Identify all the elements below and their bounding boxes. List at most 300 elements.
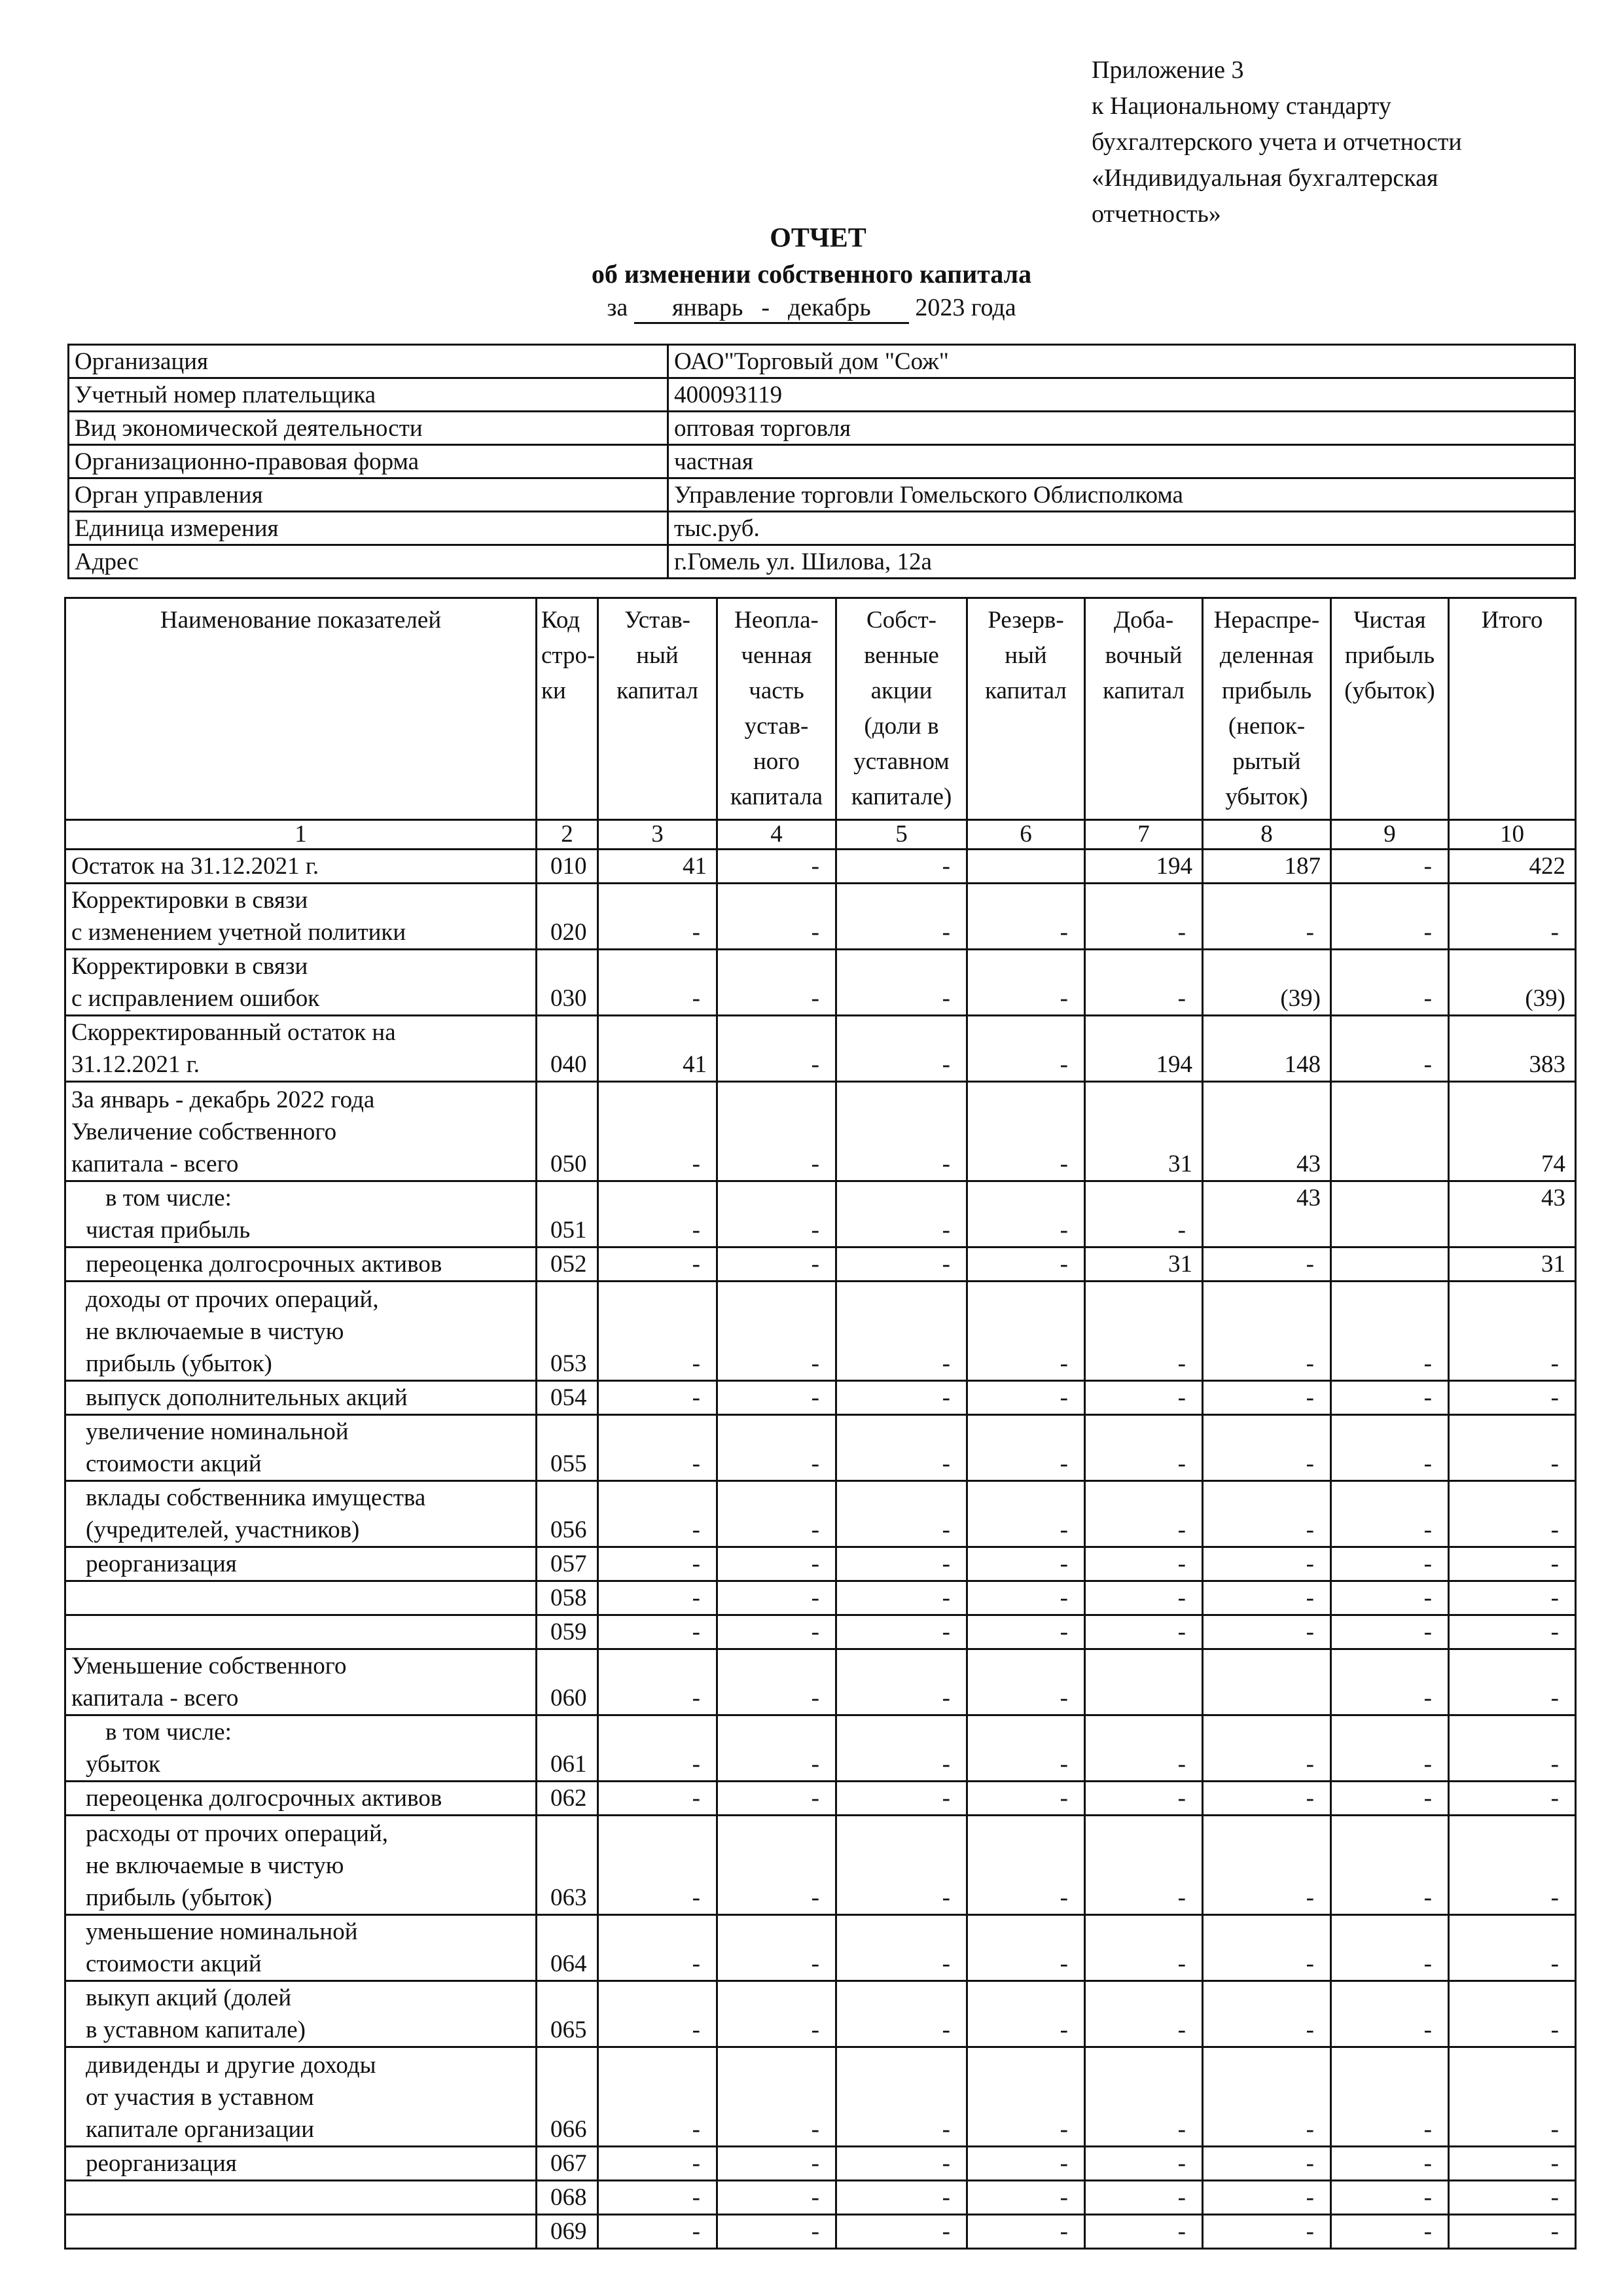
row-value: - [1203,1481,1331,1547]
row-code: 050 [537,1082,598,1181]
table-row [65,1415,1576,1481]
row-value: - [717,1816,836,1915]
row-value: - [967,2147,1085,2181]
row-value: - [967,1247,1085,1282]
column-index: 10 [1449,820,1576,850]
row-value: - [836,1247,967,1282]
row-code: 030 [537,950,598,1016]
row-value: - [1331,2215,1449,2249]
column-header [598,598,717,820]
column-header-line: Код [541,607,580,634]
table-row [65,1715,1576,1782]
row-value: - [1085,1915,1203,1981]
row-value: (39) [1203,950,1331,1016]
row-value: - [1085,2181,1203,2215]
row-code: 062 [537,1782,598,1816]
row-code: 063 [537,1816,598,1915]
row-value: - [967,1816,1085,1915]
annex-line: к Национальному стандарту [1092,92,1391,120]
row-name-line: капитала - всего [71,1685,239,1712]
row-name-line: реорганизация [86,2150,237,2177]
row-value: - [717,1915,836,1981]
column-header-line: устав- [744,713,809,740]
row-value: - [598,1816,717,1915]
column-header-line: капитал [616,677,698,704]
row-name-line: переоценка долгосрочных активов [86,1785,442,1812]
annex-note [1092,52,1462,232]
column-header-line: акции [870,677,933,704]
row-value: 422 [1449,850,1576,884]
row-value: - [717,1547,836,1581]
row-value: - [836,950,967,1016]
info-label: Адрес [69,545,668,579]
row-value [1203,1649,1331,1715]
row-value: - [967,1282,1085,1381]
row-name-line: Уменьшение собственного [71,1653,347,1679]
row-value: - [1449,1915,1576,1981]
row-name-line: Корректировки в связи [71,887,308,914]
table-row [65,1282,1576,1381]
table-row [65,950,1576,1016]
row-value: - [598,1181,717,1247]
info-label: Учетный номер плательщика [69,378,668,412]
row-value: - [836,2215,967,2249]
row-value: - [1085,1615,1203,1649]
row-value: - [1331,1816,1449,1915]
column-header-line: Устав- [624,607,690,634]
row-value: - [717,2215,836,2249]
row-value: - [598,1282,717,1381]
period-year: 2023 года [915,294,1016,321]
row-value: - [598,1481,717,1547]
row-value: - [1449,1581,1576,1615]
row-code: 064 [537,1915,598,1981]
column-index: 2 [537,820,598,850]
period-prefix: за [607,294,628,321]
period-sep: - [761,294,770,321]
table-row [65,1181,1576,1247]
row-name-line: с изменением учетной политики [71,919,406,946]
info-label: Организационно-правовая форма [69,445,668,478]
info-row [69,345,1575,378]
row-value: - [1331,1381,1449,1415]
column-header-line: Наименование показателей [160,607,442,634]
row-value: 31 [1085,1082,1203,1181]
row-value: - [1449,1481,1576,1547]
row-name-line: переоценка долгосрочных активов [86,1251,442,1278]
table-row [65,1581,1576,1615]
column-index: 6 [967,820,1085,850]
row-value: 43 [1203,1082,1331,1181]
table-row [65,2047,1576,2147]
row-name [65,2181,537,2215]
row-value: - [1203,884,1331,950]
info-row [69,512,1575,545]
row-value: - [717,1016,836,1082]
table-row [65,1082,1576,1181]
column-index: 4 [717,820,836,850]
row-name [65,1615,537,1649]
row-value: - [1331,1016,1449,1082]
row-name [65,1082,537,1181]
info-label: Единица измерения [69,512,668,545]
row-value: - [1203,1415,1331,1481]
row-code: 055 [537,1415,598,1481]
row-name [65,1282,537,1381]
column-header [537,598,598,820]
table-row [65,884,1576,950]
column-header [967,598,1085,820]
row-value: - [717,1381,836,1415]
row-code: 069 [537,2215,598,2249]
row-name-line: убыток [86,1751,160,1778]
table-row [65,1915,1576,1981]
column-header-line: (непок- [1228,713,1306,740]
row-name-line: 31.12.2021 г. [71,1051,200,1078]
row-value: - [1085,2147,1203,2181]
row-value: - [598,2215,717,2249]
table-row [65,1016,1576,1082]
row-name [65,1481,537,1547]
row-value: 148 [1203,1016,1331,1082]
row-value: - [836,1016,967,1082]
row-value: - [967,950,1085,1016]
row-value: - [1449,884,1576,950]
column-header-line: капитале) [851,783,952,810]
row-value: - [1331,1547,1449,1581]
row-value: - [1085,1782,1203,1816]
column-header-line: рытый [1232,748,1301,775]
row-value: - [717,1615,836,1649]
info-value: частная [668,445,1575,478]
row-name [65,1915,537,1981]
column-header-line: Нераспре- [1213,607,1320,634]
info-row [69,478,1575,512]
column-header-line: Итого [1481,607,1543,634]
row-value: (39) [1449,950,1576,1016]
period-range [634,293,909,324]
info-label: Вид экономической деятельности [69,412,668,445]
row-code: 051 [537,1181,598,1247]
info-row [69,378,1575,412]
row-value: - [1449,1649,1576,1715]
row-value: - [1203,2215,1331,2249]
row-value: - [1085,1581,1203,1615]
period-to: декабрь [788,294,871,321]
row-name [65,1649,537,1715]
equity-changes-table [64,597,1577,2250]
row-value: - [1449,1547,1576,1581]
table-row [65,1649,1576,1715]
column-header-line: деленная [1219,642,1314,669]
row-code: 067 [537,2147,598,2181]
row-name-line: от участия в уставном [86,2084,314,2111]
row-value: 194 [1085,1016,1203,1082]
row-name-line: прибыль (убыток) [86,1350,272,1377]
column-header-line: прибыль [1221,677,1312,704]
row-name-line: с исправлением ошибок [71,985,320,1012]
row-value: - [1449,2147,1576,2181]
row-value: - [836,2181,967,2215]
row-value: - [598,2147,717,2181]
row-value: - [1085,884,1203,950]
row-name [65,1981,537,2047]
row-name-line: дивиденды и другие доходы [86,2052,376,2079]
table-row [65,1247,1576,1282]
row-name [65,1581,537,1615]
row-name-line: стоимости акций [86,1450,262,1477]
row-value [1331,1247,1449,1282]
row-value: - [598,1581,717,1615]
column-header-line: уставном [853,748,950,775]
row-name [65,1247,537,1282]
row-value: - [967,1547,1085,1581]
column-index: 5 [836,820,967,850]
report-subtitle: об изменении собственного капитала [591,259,1032,289]
column-index: 9 [1331,820,1449,850]
column-header [717,598,836,820]
row-value: 74 [1449,1082,1576,1181]
row-value: - [1331,2047,1449,2147]
row-value: - [598,1082,717,1181]
row-name-line: расходы от прочих операций, [86,1820,389,1847]
row-value: - [1085,1481,1203,1547]
column-header [1085,598,1203,820]
row-value: - [1203,1381,1331,1415]
column-header-line: убыток) [1225,783,1308,810]
info-row [69,545,1575,579]
table-row [65,2147,1576,2181]
annex-line: бухгалтерского учета и отчетности [1092,128,1462,156]
row-value: - [598,1715,717,1782]
row-name [65,850,537,884]
row-value: - [1449,2215,1576,2249]
row-value: - [598,1915,717,1981]
column-header-line: часть [749,677,804,704]
row-value: - [1449,1381,1576,1415]
table-row [65,1981,1576,2047]
row-name-line: в том числе: [105,1185,232,1211]
report-period [0,293,1623,324]
row-value: - [717,1282,836,1381]
column-header-line: капитал [1103,677,1185,704]
row-value: - [598,950,717,1016]
table-row [65,1381,1576,1415]
row-value: - [598,1782,717,1816]
row-value: - [1331,2147,1449,2181]
row-code: 059 [537,1615,598,1649]
row-value: 31 [1085,1247,1203,1282]
row-value: 43 [1203,1181,1331,1247]
row-value: - [1331,884,1449,950]
row-value: - [598,1981,717,2047]
row-value: - [1449,1715,1576,1782]
row-name [65,884,537,950]
row-name [65,1547,537,1581]
row-value: - [717,1481,836,1547]
row-value: 194 [1085,850,1203,884]
row-value: - [1203,1981,1331,2047]
row-value: - [1203,2047,1331,2147]
row-value: - [967,1016,1085,1082]
row-value: - [967,1981,1085,2047]
row-value: - [1085,1981,1203,2047]
row-value: - [598,2181,717,2215]
column-header-line: капитал [985,677,1067,704]
column-header-line: ного [753,748,800,775]
period-from: январь [671,294,743,321]
row-value: - [967,1415,1085,1481]
row-value: - [836,1981,967,2047]
annex-line: отчетность» [1092,200,1221,228]
column-header-line: (доли в [864,713,939,740]
row-code: 040 [537,1016,598,1082]
row-name [65,1181,537,1247]
row-code: 068 [537,2181,598,2215]
row-name [65,1715,537,1782]
row-value: - [1203,1782,1331,1816]
row-value: - [967,1715,1085,1782]
annex-line: «Индивидуальная бухгалтерская [1092,164,1438,192]
row-name-line: увеличение номинальной [86,1418,349,1445]
info-value: 400093119 [668,378,1575,412]
row-value: - [1449,2047,1576,2147]
row-value: - [1331,1782,1449,1816]
row-value: - [1449,1282,1576,1381]
row-value [967,850,1085,884]
row-value: - [598,884,717,950]
column-header-line: ный [1005,642,1047,669]
row-value: - [1331,1581,1449,1615]
row-value: - [598,1547,717,1581]
row-value: - [1203,2147,1331,2181]
row-value: - [1203,1615,1331,1649]
row-value: - [1203,1247,1331,1282]
row-value: - [717,1247,836,1282]
row-name-line: Корректировки в связи [71,953,308,980]
row-name-line: не включаемые в чистую [86,1318,344,1345]
row-name [65,1415,537,1481]
row-value: - [1331,1282,1449,1381]
table-row [65,1481,1576,1547]
column-header-line: вочный [1105,642,1183,669]
row-value: 43 [1449,1181,1576,1247]
row-value: - [1331,1415,1449,1481]
table-row [65,1782,1576,1816]
row-name-line: стоимости акций [86,1950,262,1977]
row-value: - [598,1381,717,1415]
row-code: 061 [537,1715,598,1782]
row-value: - [1085,950,1203,1016]
info-row [69,412,1575,445]
row-value: - [836,850,967,884]
row-value: - [836,1547,967,1581]
column-index: 7 [1085,820,1203,850]
row-value: - [967,2047,1085,2147]
row-value: - [717,1715,836,1782]
row-value: - [598,1415,717,1481]
row-name [65,1782,537,1816]
row-value: - [1331,1915,1449,1981]
row-value: - [836,1282,967,1381]
row-name-line: вклады собственника имущества [86,1484,426,1511]
row-value: - [717,1981,836,2047]
column-header [836,598,967,820]
row-value: - [836,884,967,950]
row-value: - [967,1481,1085,1547]
row-value: - [1085,2215,1203,2249]
row-value: - [836,1915,967,1981]
row-code: 010 [537,850,598,884]
row-name-line: доходы от прочих операций, [86,1286,379,1313]
row-code: 060 [537,1649,598,1715]
row-value: - [1203,1581,1331,1615]
row-value: - [967,2181,1085,2215]
row-value: - [967,1915,1085,1981]
row-value: - [1331,1649,1449,1715]
row-value: - [1203,1547,1331,1581]
row-value: - [1331,1981,1449,2047]
column-header-line: Резерв- [988,607,1064,634]
row-value: - [717,1415,836,1481]
row-value: - [1449,1981,1576,2047]
row-value: - [1085,2047,1203,2147]
column-header-line: Неопла- [734,607,819,634]
row-code: 054 [537,1381,598,1415]
row-value: - [717,2181,836,2215]
row-code: 053 [537,1282,598,1381]
row-value: - [1449,1415,1576,1481]
row-value: - [836,1615,967,1649]
row-value: - [1085,1415,1203,1481]
row-value: - [1203,1282,1331,1381]
info-label: Организация [69,345,668,378]
row-value: - [1085,1816,1203,1915]
row-value: - [1449,2181,1576,2215]
row-value: - [1085,1547,1203,1581]
row-value: - [1331,1615,1449,1649]
row-value: - [1449,1782,1576,1816]
column-index-row [65,820,1576,850]
table-row [65,2181,1576,2215]
row-value: - [836,1782,967,1816]
row-value: - [1085,1381,1203,1415]
row-value: - [717,884,836,950]
row-value: - [1449,1615,1576,1649]
row-value: - [1085,1715,1203,1782]
row-name-line: выпуск дополнительных акций [86,1384,408,1411]
column-header-line: капитала [730,783,823,810]
row-name-line: чистая прибыль [86,1217,251,1244]
row-value: - [836,1581,967,1615]
row-value: - [967,2215,1085,2249]
table-row [65,1547,1576,1581]
row-value: - [1085,1181,1203,1247]
row-value: - [717,1782,836,1816]
row-name-line: реорганизация [86,1551,237,1577]
info-value: г.Гомель ул. Шилова, 12а [668,545,1575,579]
row-value: - [967,1782,1085,1816]
row-value: - [598,1615,717,1649]
row-value: - [967,1615,1085,1649]
row-value: - [967,1082,1085,1181]
row-value: - [1203,1715,1331,1782]
row-value: - [836,1816,967,1915]
column-header-line: Доба- [1113,607,1174,634]
column-header-line: Собст- [866,607,936,634]
row-name [65,950,537,1016]
row-value [1331,1082,1449,1181]
